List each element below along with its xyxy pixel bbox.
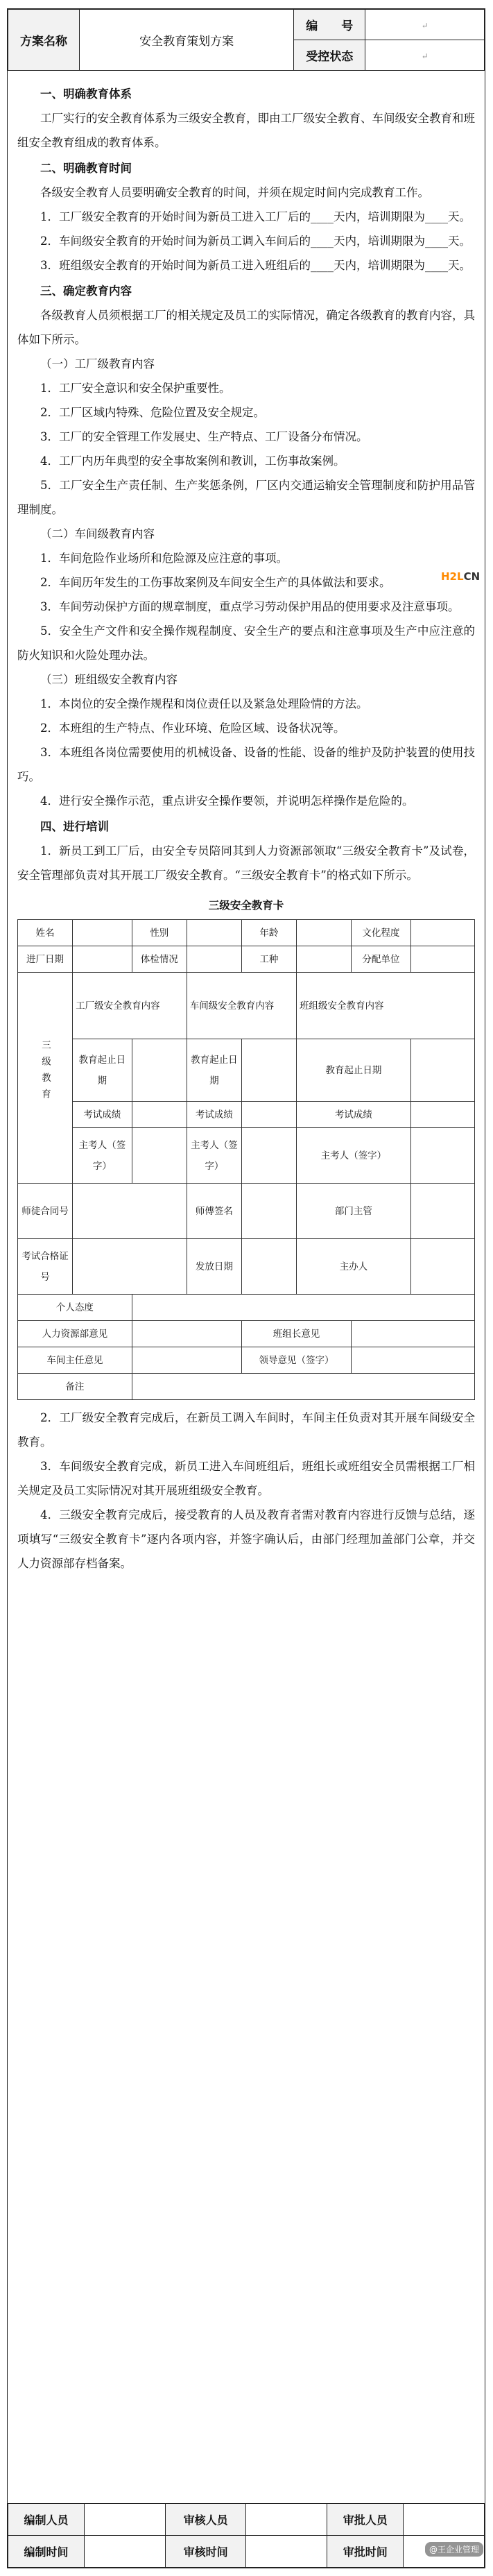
section-paragraph: 各级安全教育人员要明确安全教育的时间，并须在规定时间内完成教育工作。 [40, 186, 429, 199]
card-health-label: 体检情况 [132, 946, 187, 973]
card-examiner-3-field[interactable] [410, 1128, 474, 1184]
after-paragraph: 4．三级安全教育完成后，接受教育的人员及教育者需对教育内容进行反馈与总结，逐项填写“三级安全教育卡”逐内各项内容，并签字确认后，由部门经理加盖部门公章，并交人力资源部存档备案。 [17, 1508, 475, 1570]
card-contract-label: 师徒合同号 [18, 1184, 73, 1239]
plan-after-sections [17, 1406, 475, 1576]
section-paragraph: 5．工厂安全生产责任制、生产奖惩条例，厂区内交通运输安全管理制度和防护用品管理制度。 [17, 479, 475, 516]
section-paragraph: 1．新员工到工厂后，由安全专员陪同其到人力资源部领取“三级安全教育卡”及试卷，安全管理部负责对其开展工厂级安全教育。“三级安全教育卡”的格式如下所示。 [17, 844, 475, 882]
section-paragraph: 4．工厂内历年典型的安全事故案例和教训，工伤事故案例。 [40, 454, 345, 468]
card-age-label: 年龄 [241, 920, 296, 946]
section-heading: 一、明确教育体系 [40, 87, 132, 101]
site-watermark: H2LCN [438, 569, 483, 584]
section-paragraph: 2．工厂区域内特殊、危险位置及安全规定。 [40, 406, 265, 419]
reviewer-time-field[interactable] [246, 2536, 327, 2568]
card-note-field[interactable] [132, 1374, 474, 1400]
card-score-1: 考试成绩 [73, 1102, 132, 1128]
after-paragraph: 2．工厂级安全教育完成后，在新员工调入车间时，车间主任负责对其开展车间级安全教育。 [17, 1411, 475, 1449]
card-name-field[interactable] [73, 920, 132, 946]
card-health-field[interactable] [187, 946, 241, 973]
card-handler-label: 主办人 [296, 1239, 410, 1295]
section-heading: 二、明确教育时间 [40, 162, 132, 175]
control-status-label: 受控状态 [294, 40, 365, 71]
card-examiner-1: 主考人（签字） [73, 1128, 132, 1184]
card-entry-date-field[interactable] [73, 946, 132, 973]
card-score-2: 考试成绩 [187, 1102, 241, 1128]
section-heading: 四、进行培训 [40, 820, 109, 833]
author-time-label: 编制时间 [8, 2536, 85, 2568]
card-start-date-2-field[interactable] [241, 1039, 296, 1102]
section-paragraph: 1．工厂级安全教育的开始时间为新员工进入工厂后的____天内，培训期限为____天。 [40, 210, 471, 223]
card-team-leader-field[interactable] [352, 1321, 475, 1347]
control-status-value[interactable]: ↵ [365, 40, 485, 71]
card-contract-field[interactable] [73, 1184, 187, 1239]
section-paragraph: 2．车间级安全教育的开始时间为新员工调入车间后的____天内，培训期限为____天。 [40, 234, 471, 248]
card-start-date-3: 教育起止日期 [296, 1039, 410, 1102]
card-examiner-3: 主考人（签字） [296, 1128, 410, 1184]
card-start-date-1: 教育起止日期 [73, 1039, 132, 1102]
approver-label: 审批人员 [327, 2504, 404, 2536]
section-paragraph: 4．进行安全操作示范，重点讲安全操作要领，并说明怎样操作是危险的。 [40, 794, 414, 808]
card-unit-field[interactable] [410, 946, 474, 973]
author-label: 编制人员 [8, 2504, 85, 2536]
author-field[interactable] [84, 2504, 165, 2536]
section-paragraph: 各级教育人员须根据工厂的相关规定及员工的实际情况，确定各级教育的教育内容，具体如下所示。 [17, 309, 475, 346]
plan-body [8, 71, 485, 1576]
serial-number-label: 编 号 [294, 10, 365, 40]
card-gender-label: 性别 [132, 920, 187, 946]
approver-time-label: 审批时间 [327, 2536, 404, 2568]
section-paragraph: 2．车间历年发生的工伤事故案例及车间安全生产的具体做法和要求。 [40, 576, 391, 589]
card-master-sign-label: 师傅签名 [187, 1184, 241, 1239]
education-card-table [17, 919, 475, 1400]
card-education-field[interactable] [410, 920, 474, 946]
card-age-field[interactable] [296, 920, 351, 946]
card-score-3-field[interactable] [410, 1102, 474, 1128]
section-paragraph: 1．工厂安全意识和安全保护重要性。 [40, 382, 231, 395]
section-paragraph: 3．班组级安全教育的开始时间为新员工进入班组后的____天内，培训期限为____天。 [40, 259, 471, 272]
card-hr-field[interactable] [132, 1321, 241, 1347]
card-title: 三级安全教育卡 [208, 898, 284, 912]
card-entry-date-label: 进厂日期 [18, 946, 73, 973]
reviewer-field[interactable] [246, 2504, 327, 2536]
brand-badge: @王企业管理 [425, 2542, 483, 2557]
reviewer-time-label: 审核时间 [165, 2536, 246, 2568]
plan-name-value: 安全教育策划方案 [80, 10, 294, 71]
card-start-date-1-field[interactable] [132, 1039, 187, 1102]
card-unit-label: 分配单位 [352, 946, 411, 973]
card-attitude-field[interactable] [132, 1295, 474, 1321]
card-workshop-label: 车间主任意见 [18, 1347, 132, 1374]
card-job-label: 工种 [241, 946, 296, 973]
section-paragraph: 工厂实行的安全教育体系为三级安全教育，即由工厂级安全教育、车间级安全教育和班组安全教育组成的教育体系。 [17, 112, 475, 149]
card-dept-head-field[interactable] [410, 1184, 474, 1239]
card-team-content[interactable]: 班组级安全教育内容 [296, 973, 474, 1039]
approver-field[interactable] [404, 2504, 485, 2536]
section-paragraph: 3．本班组各岗位需要使用的机械设备、设备的性能、设备的维护及防护装置的使用技巧。 [17, 746, 475, 783]
section-paragraph: 1．车间危险作业场所和危险源及应注意的事项。 [40, 552, 288, 565]
section-paragraph: （一）工厂级教育内容 [40, 357, 155, 370]
card-name-label: 姓名 [18, 920, 73, 946]
card-handler-field[interactable] [410, 1239, 474, 1295]
section-paragraph: 3．工厂的安全管理工作发展史、生产特点、工厂设备分布情况。 [40, 430, 368, 443]
card-three-level-label: 三级教育 [18, 973, 73, 1184]
card-examiner-2-field[interactable] [241, 1128, 296, 1184]
card-team-leader-label: 班组长意见 [241, 1321, 351, 1347]
card-leader-label: 领导意见（签字） [241, 1347, 351, 1374]
card-score-2-field[interactable] [241, 1102, 296, 1128]
card-examiner-1-field[interactable] [132, 1128, 187, 1184]
card-start-date-2: 教育起止日期 [187, 1039, 241, 1102]
card-start-date-3-field[interactable] [410, 1039, 474, 1102]
author-time-field[interactable] [84, 2536, 165, 2568]
card-score-3: 考试成绩 [296, 1102, 410, 1128]
reviewer-label: 审核人员 [165, 2504, 246, 2536]
card-score-1-field[interactable] [132, 1102, 187, 1128]
card-cert-label: 考试合格证号 [18, 1239, 73, 1295]
card-hr-label: 人力资源部意见 [18, 1321, 132, 1347]
card-issue-field[interactable] [241, 1239, 296, 1295]
plan-sections [17, 82, 475, 887]
section-paragraph: （三）班组级安全教育内容 [40, 673, 178, 686]
card-master-sign-field[interactable] [241, 1184, 296, 1239]
section-paragraph: 2．本班组的生产特点、作业环境、危险区域、设备状况等。 [40, 722, 345, 735]
card-workshop-content[interactable]: 车间级安全教育内容 [187, 973, 296, 1039]
plan-name-label: 方案名称 [8, 10, 80, 71]
header-table [8, 9, 485, 71]
section-heading: 三、确定教育内容 [40, 284, 132, 298]
card-cert-field[interactable] [73, 1239, 187, 1295]
card-education-label: 文化程度 [352, 920, 411, 946]
card-issue-label: 发放日期 [187, 1239, 241, 1295]
card-examiner-2: 主考人（签字） [187, 1128, 241, 1184]
card-dept-head-label: 部门主管 [296, 1184, 410, 1239]
card-factory-content[interactable]: 工厂级安全教育内容 [73, 973, 187, 1039]
card-gender-field[interactable] [187, 920, 241, 946]
card-job-field[interactable] [296, 946, 351, 973]
card-workshop-field[interactable] [132, 1347, 241, 1374]
card-attitude-label: 个人态度 [18, 1295, 132, 1321]
section-paragraph: 5．安全生产文件和安全操作规程制度、安全生产的要点和注意事项及生产中应注意的防火知识和火险处理办法。 [17, 624, 475, 662]
plan-sheet [7, 8, 485, 2568]
section-paragraph: （二）车间级教育内容 [40, 527, 155, 540]
footer-table [8, 2503, 485, 2568]
card-note-label: 备注 [18, 1374, 132, 1400]
card-leader-field[interactable] [352, 1347, 475, 1374]
section-paragraph: 1．本岗位的安全操作规程和岗位责任以及紧急处理险情的方法。 [40, 697, 368, 710]
serial-number-value[interactable]: ↵ [365, 10, 485, 40]
section-paragraph: 3．车间劳动保护方面的规章制度，重点学习劳动保护用品的使用要求及注意事项。 [40, 600, 460, 613]
after-paragraph: 3．车间级安全教育完成，新员工进入车间班组后，班组长或班组安全员需根据工厂相关规定及员工实际情况对其开展班组级安全教育。 [17, 1460, 475, 1497]
